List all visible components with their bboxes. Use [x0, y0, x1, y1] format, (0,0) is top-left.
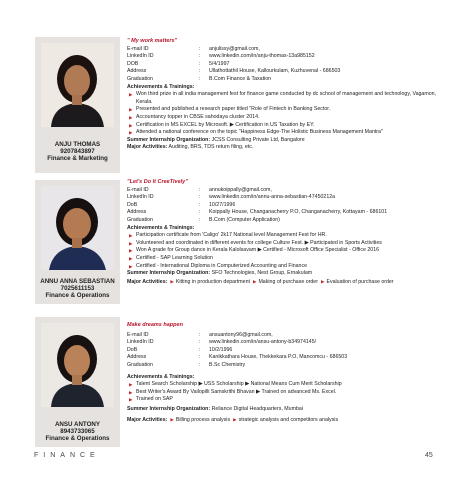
- bullet-arrow-icon: ▶: [129, 114, 133, 120]
- major-activities-row: Major Activities: ▶ Billing process analysis ▶ strategic analysis and competitors analysis: [127, 416, 339, 423]
- achievement-item: ▶ Trained on SAP: [129, 396, 173, 403]
- achievement-item: ▶ Certified - International Diploma in Computerized Accounting and Finance: [129, 262, 308, 269]
- profile-details-ansu: [127, 322, 443, 424]
- bullet-arrow-icon: ▶: [129, 397, 133, 403]
- profile-details-anju: [127, 38, 443, 152]
- internship-row: Summer Internship Organization: Reliance Digital Headquarters, Mumbai: [127, 405, 303, 412]
- achievement-item: ▶ Certification in MS EXCEL by Microsoft. ▶ Certification in US Taxation by EY.: [129, 121, 315, 128]
- person-portrait-icon: [41, 43, 114, 127]
- detail-row: Address : Kanikkathara House, Thekkekara P.O, Mancomcu - 686503: [127, 354, 348, 361]
- bullet-arrow-icon: ▶: [129, 92, 133, 98]
- detail-row: Graduation : B.Sc Chemistry: [127, 361, 246, 368]
- person-portrait-icon: [41, 323, 114, 407]
- achievement-item: ▶ Won A grade for Group dance in Kerala Kalolsavam ▶ Certified - Microsoft Office Specialist - Office 2016: [129, 247, 380, 254]
- achievement-item: ▶ Best Writer's Award By Vailopilli Samskrithi Bhavan ▶ Trained on advanced Ms. Excel.: [129, 388, 337, 395]
- profile-details-annu: [127, 179, 443, 286]
- profile-name: ANJU THOMAS: [54, 141, 101, 148]
- profile-photo: [41, 186, 114, 270]
- detail-row: Address : Ullathottathil House, Kallourkulam, Kuzhuvenal - 686503: [127, 68, 341, 75]
- bullet-arrow-icon: ▶: [170, 278, 174, 284]
- profile-card-annu: [35, 180, 120, 304]
- profile-name: ANSU ANTONY: [54, 421, 101, 428]
- bullet-arrow-icon: ▶: [129, 389, 133, 395]
- detail-row: Graduation : B.Com (Computer Application): [127, 216, 280, 223]
- profile-tagline: "Let's Do It CreeTively": [127, 179, 188, 185]
- major-activities-row: Major Activities: ▶ Kitting in production department ▶ Making of purchase order ▶ Evaluation of purchase order: [127, 278, 394, 285]
- achievement-item: ▶ Accountancy topper in CBSE sahodaya cluster 2014.: [129, 113, 260, 120]
- detail-row: DoB : 10/27/1996: [127, 201, 236, 208]
- detail-row: E-mail ID : annukoippally@gmail.com,: [127, 186, 272, 193]
- detail-row: E-mail ID : ansuantony96@gmail.com,: [127, 331, 273, 338]
- detail-row: DoB : 10/2/1996: [127, 346, 233, 353]
- achievements-heading: Achievements & Trainings:: [127, 83, 195, 90]
- detail-row: LinkedIn ID : www.linkedin.com/in/anju-thomas-13a985152: [127, 53, 315, 60]
- profile-department: Finance & Marketing: [47, 155, 108, 162]
- bullet-arrow-icon: ▶: [233, 416, 237, 422]
- achievement-item: ▶ Certified - SAP Learning Solution: [129, 254, 213, 261]
- profile-phone: 7025611153: [60, 285, 95, 292]
- detail-row: DOB : 5/4/1997: [127, 60, 230, 67]
- profile-phone: 8943733065: [60, 428, 95, 435]
- bullet-arrow-icon: ▶: [129, 263, 133, 269]
- bullet-arrow-icon: ▶: [129, 130, 133, 136]
- profile-tagline: Make dreams happen: [127, 322, 183, 328]
- profile-phone: 9207843897: [60, 148, 95, 155]
- detail-row: E-mail ID : anjulissy@gmail.com,: [127, 45, 260, 52]
- person-portrait-icon: [41, 186, 114, 270]
- internship-row: Summer Internship Organization: JCSS Consulting Private Ltd, Bangalore: [127, 136, 305, 143]
- profile-card-ansu: [35, 317, 120, 447]
- page-number: 45: [425, 452, 433, 459]
- bullet-arrow-icon: ▶: [129, 240, 133, 246]
- achievement-item: ▶ Presented and published a research paper titled "Role of Fintech in Banking Sector.: [129, 106, 331, 113]
- achievement-item: ▶ Attended a national conference on the topic "Happiness Edge-The Holistic Business Management Mantra": [129, 129, 383, 136]
- profile-card-anju: [35, 37, 120, 173]
- footer-section-label: FINANCE: [34, 452, 100, 459]
- bullet-arrow-icon: ▶: [320, 278, 325, 284]
- profile-department: Finance & Operations: [45, 435, 110, 442]
- profile-name: ANNU ANNA SEBASTIAN: [40, 278, 115, 285]
- bullet-arrow-icon: ▶: [129, 255, 133, 261]
- profile-tagline: " My work matters": [127, 38, 178, 44]
- achievement-item: ▶ Talent Search Scholarship ▶ USS Scholarship ▶ National Means Cum Merit Scholarship: [129, 381, 342, 388]
- profile-department: Finance & Operations: [45, 292, 110, 299]
- bullet-arrow-icon: ▶: [129, 382, 133, 388]
- bullet-arrow-icon: ▶: [129, 233, 133, 239]
- detail-row: Address : Koippally House, Changanacherry P.O, Changanacherry, Kottayam - 686101: [127, 209, 388, 216]
- achievement-item: ▶ Participation certificate from 'Caligo' 2k17 National level Management Fest for HR.: [129, 232, 327, 239]
- detail-row: Graduation : B.Com Finance & Taxation: [127, 75, 272, 82]
- profile-photo: [41, 43, 114, 127]
- bullet-arrow-icon: ▶: [129, 248, 133, 254]
- major-activities-row: Major Activities: Auditing, BRS, TDS return filing, etc.: [127, 144, 254, 151]
- detail-row: LinkedIn ID : www.linkedin.com/in/ansu-antony-b34974145/: [127, 339, 317, 346]
- bullet-arrow-icon: ▶: [170, 416, 174, 422]
- achievement-item: ▶ Volunteered and coordinated in different events for college Culture Fest. ▶ Participated in Sports Activities: [129, 239, 382, 246]
- profile-photo: [41, 323, 114, 407]
- bullet-arrow-icon: ▶: [129, 107, 133, 113]
- bullet-arrow-icon: ▶: [252, 278, 257, 284]
- bullet-arrow-icon: ▶: [129, 122, 133, 128]
- detail-row: LinkedIn ID : www.linkedin.com/in/annu-anna-sebastian-47450212a: [127, 194, 336, 201]
- internship-row: Summer Internship Organization: SFO Technologies, Nest Group, Ernakulam: [127, 270, 313, 277]
- achievements-heading: Achievements & Trainings:: [127, 224, 195, 231]
- achievements-heading: Achievements & Trainings:: [127, 373, 195, 380]
- achievement-item: ▶ Won third prize in all india management fest for finance game conducted by dc school of management and technology, Vagamon, Kerala.: [129, 91, 437, 105]
